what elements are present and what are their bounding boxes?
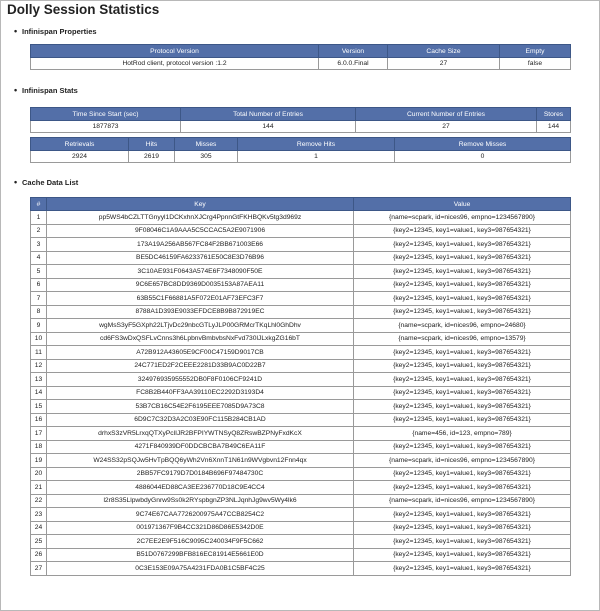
row-value: {key2=12345, key1=value1, key3=987654321} — [354, 562, 571, 576]
table-row — [31, 373, 571, 387]
header-cache-size: Cache Size — [388, 45, 500, 58]
row-value: {key2=12345, key1=value1, key3=987654321} — [354, 278, 571, 292]
row-key: FC8B2B440FF3AA39110EC2292D3193D4 — [47, 386, 354, 400]
stats-table-2 — [30, 137, 571, 163]
cache-header-row — [31, 198, 571, 211]
header-protocol-version: Protocol Version — [31, 45, 319, 58]
protocol-version-value: HotRod client, protocol version :1.2 — [31, 58, 319, 70]
header-version: Version — [319, 45, 388, 58]
row-value: {name=scpark, id=nices96, empno=1234567890} — [354, 454, 571, 468]
table-row — [31, 535, 571, 549]
row-index: 18 — [31, 440, 47, 454]
row-index: 6 — [31, 278, 47, 292]
row-key: 63B55C1F66881A5F072E01AF73EFC3F7 — [47, 292, 354, 306]
table-row — [31, 346, 571, 360]
row-key: 8788A1D393E9033EFDCE8B9B872919EC — [47, 305, 354, 319]
row-value: {key2=12345, key1=value1, key3=987654321} — [354, 521, 571, 535]
header-empty: Empty — [500, 45, 571, 58]
total-entries-value: 144 — [181, 121, 356, 133]
header-value: Value — [354, 198, 571, 211]
row-value: {key2=12345, key1=value1, key3=987654321} — [354, 535, 571, 549]
row-value: {key2=12345, key1=value1, key3=987654321} — [354, 265, 571, 279]
cache-data-table — [30, 197, 571, 576]
table-row — [31, 386, 571, 400]
row-key: W24SS32pSQJw5HvTpBQQ6yWh2Vn6XnnT1N61n9WVgbvn12Fnn4qx — [47, 454, 354, 468]
stats-header-row-2 — [31, 138, 571, 151]
remove-hits-value: 1 — [238, 151, 395, 163]
table-row — [31, 292, 571, 306]
cache-size-value: 27 — [388, 58, 500, 70]
table-row — [31, 359, 571, 373]
infinispan-stats-heading: • Infinispan Stats — [22, 86, 78, 95]
row-value: {key2=12345, key1=value1, key3=987654321} — [354, 305, 571, 319]
table-row — [31, 332, 571, 346]
row-value: {key2=12345, key1=value1, key3=987654321} — [354, 548, 571, 562]
row-index: 26 — [31, 548, 47, 562]
row-index: 5 — [31, 265, 47, 279]
infinispan-properties-heading: • Infinispan Properties — [22, 27, 97, 36]
table-row — [31, 278, 571, 292]
current-entries-value: 27 — [356, 121, 537, 133]
table-row — [31, 548, 571, 562]
row-key: B51D0767299BFB816EC81914E5661E0D — [47, 548, 354, 562]
table-row — [31, 508, 571, 522]
properties-row — [31, 58, 571, 70]
table-row — [31, 305, 571, 319]
row-key: 3C10AE931F0643A574E6F7348090F50E — [47, 265, 354, 279]
row-value: {key2=12345, key1=value1, key3=987654321} — [354, 292, 571, 306]
row-value: {key2=12345, key1=value1, key3=987654321} — [354, 373, 571, 387]
row-key: 9C6E657BC8DD9369D0035153A87AEA11 — [47, 278, 354, 292]
misses-value: 305 — [175, 151, 238, 163]
row-value: {key2=12345, key1=value1, key3=987654321} — [354, 400, 571, 414]
row-index: 20 — [31, 467, 47, 481]
row-index: 19 — [31, 454, 47, 468]
row-value: {key2=12345, key1=value1, key3=987654321} — [354, 224, 571, 238]
row-index: 12 — [31, 359, 47, 373]
row-key: 324976935955552DB0F8F0106CF9241D — [47, 373, 354, 387]
row-value: {name=scpark, id=nices96, empno=13579} — [354, 332, 571, 346]
row-index: 17 — [31, 427, 47, 441]
row-value: {key2=12345, key1=value1, key3=987654321} — [354, 346, 571, 360]
header-retrievals: Retrievals — [31, 138, 129, 151]
row-key: 2C7EE2E9F516C9095C240034F9F5C662 — [47, 535, 354, 549]
stats-row-1 — [31, 121, 571, 133]
row-key: BE5DC46159FA6233761E50C8E3D76B96 — [47, 251, 354, 265]
row-key: wgMsS3yF5GXph22LTjvDc29nbcGTLyJLP00GRMcrTKqLhl0GhDhv — [47, 319, 354, 333]
row-value: {key2=12345, key1=value1, key3=987654321} — [354, 413, 571, 427]
stores-value: 144 — [537, 121, 571, 133]
cache-data-heading: • Cache Data List — [22, 178, 78, 187]
stats-table-1 — [30, 107, 571, 133]
properties-header-row — [31, 45, 571, 58]
hits-value: 2619 — [129, 151, 175, 163]
row-key: 2BB57FC9179D7D0184B696F97484730C — [47, 467, 354, 481]
row-index: 25 — [31, 535, 47, 549]
row-index: 21 — [31, 481, 47, 495]
row-value: {name=scpark, id=nices96, empno=1234567890} — [354, 211, 571, 225]
header-stores: Stores — [537, 108, 571, 121]
row-key: 173A19A256AB567FC84F2BB671003E66 — [47, 238, 354, 252]
table-row — [31, 481, 571, 495]
row-value: {key2=12345, key1=value1, key3=987654321} — [354, 251, 571, 265]
header-total-entries: Total Number of Entries — [181, 108, 356, 121]
row-value: {name=scpark, id=nices96, empno=1234567890} — [354, 494, 571, 508]
header-hits: Hits — [129, 138, 175, 151]
retrievals-value: 2924 — [31, 151, 129, 163]
row-value: {key2=12345, key1=value1, key3=987654321} — [354, 467, 571, 481]
row-index: 1 — [31, 211, 47, 225]
row-key: 0C3E153E09A75A4231FDA0B1C5BF4C25 — [47, 562, 354, 576]
row-value: {key2=12345, key1=value1, key3=987654321} — [354, 440, 571, 454]
properties-table — [30, 44, 571, 70]
row-index: 2 — [31, 224, 47, 238]
row-index: 11 — [31, 346, 47, 360]
row-key: 001971367F9B4CC321D86D86E5342D0E — [47, 521, 354, 535]
table-row — [31, 427, 571, 441]
table-row — [31, 224, 571, 238]
row-value: {key2=12345, key1=value1, key3=987654321} — [354, 359, 571, 373]
stats-row-2 — [31, 151, 571, 163]
row-index: 13 — [31, 373, 47, 387]
time-since-start-value: 1877873 — [31, 121, 181, 133]
row-index: 22 — [31, 494, 47, 508]
row-key: 9C74E67CAA7726200975A47CCB8254C2 — [47, 508, 354, 522]
page-title: Dolly Session Statistics — [7, 2, 160, 17]
row-index: 10 — [31, 332, 47, 346]
row-value: {name=456, id=123, empno=789} — [354, 427, 571, 441]
remove-misses-value: 0 — [395, 151, 571, 163]
row-index: 9 — [31, 319, 47, 333]
table-row — [31, 238, 571, 252]
header-remove-misses: Remove Misses — [395, 138, 571, 151]
row-index: 15 — [31, 400, 47, 414]
table-row — [31, 494, 571, 508]
row-value: {key2=12345, key1=value1, key3=987654321} — [354, 508, 571, 522]
row-key: pp5WS4bCZLTTGnyyl1DCKxhnXJCrg4PpnnGtFKHBQKv5tg3d969z — [47, 211, 354, 225]
header-remove-hits: Remove Hits — [238, 138, 395, 151]
header-key: Key — [47, 198, 354, 211]
row-value: {key2=12345, key1=value1, key3=987654321} — [354, 481, 571, 495]
row-key: A72B912A43605E9CF00C47159D9017CB — [47, 346, 354, 360]
row-index: 14 — [31, 386, 47, 400]
row-index: 23 — [31, 508, 47, 522]
row-key: l2r8S35LlpwbdyGnrw9Ss0k2RYspbgnZP3NLJqnhJg9wv5Wy4lk6 — [47, 494, 354, 508]
row-key: 6D9C7C32D3A2C03E90FC115B284CB1AD — [47, 413, 354, 427]
table-row — [31, 211, 571, 225]
row-index: 3 — [31, 238, 47, 252]
row-index: 4 — [31, 251, 47, 265]
header-time-since-start: Time Since Start (sec) — [31, 108, 181, 121]
table-row — [31, 467, 571, 481]
empty-value: false — [500, 58, 571, 70]
row-key: cd6FS3wDxQSFLvCnns3h6LpbnvBmbvbsNxFvd730lJLxkgZG16bT — [47, 332, 354, 346]
stats-header-row-1 — [31, 108, 571, 121]
table-row — [31, 319, 571, 333]
row-key: 24C771ED2F2CEEE2281D33B9AC0D22B7 — [47, 359, 354, 373]
row-key: 9F08046C1A9AAA5C5CCAC5A2E9071906 — [47, 224, 354, 238]
row-index: 24 — [31, 521, 47, 535]
cache-rows — [31, 211, 571, 576]
table-row — [31, 454, 571, 468]
header-index: # — [31, 198, 47, 211]
row-index: 16 — [31, 413, 47, 427]
row-value: {key2=12345, key1=value1, key3=987654321} — [354, 386, 571, 400]
row-value: {name=scpark, id=nices96, empno=24680} — [354, 319, 571, 333]
row-index: 27 — [31, 562, 47, 576]
row-key: 4271F840939DF0DDCBCBA7B49C6EA11F — [47, 440, 354, 454]
version-value: 6.0.0.Final — [319, 58, 388, 70]
table-row — [31, 265, 571, 279]
row-index: 7 — [31, 292, 47, 306]
table-row — [31, 400, 571, 414]
header-current-entries: Current Number of Entries — [356, 108, 537, 121]
row-key: 4886044ED88CA3EE236770D18C9E4CC4 — [47, 481, 354, 495]
header-misses: Misses — [175, 138, 238, 151]
table-row — [31, 521, 571, 535]
row-index: 8 — [31, 305, 47, 319]
table-row — [31, 562, 571, 576]
row-value: {key2=12345, key1=value1, key3=987654321} — [354, 238, 571, 252]
row-key: drhxS3zVR5LrxqQTXyPclIJR2BFPIYWTNSyQ8ZRswBZPNyFxdKcX — [47, 427, 354, 441]
table-row — [31, 413, 571, 427]
table-row — [31, 251, 571, 265]
table-row — [31, 440, 571, 454]
row-key: 53B7CB16C54E2F6195EEE7085D9A73C8 — [47, 400, 354, 414]
